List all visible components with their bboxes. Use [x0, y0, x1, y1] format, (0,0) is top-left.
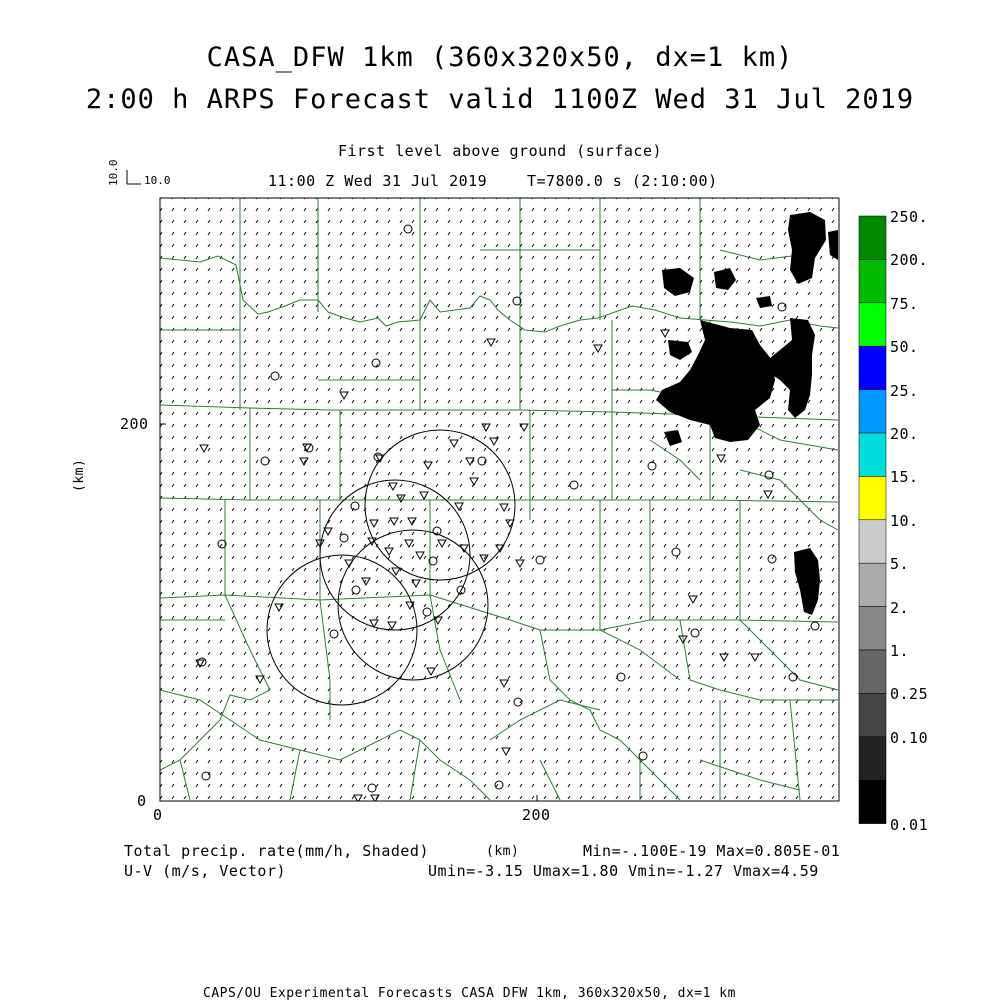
plot-area: [160, 198, 839, 802]
x-axis-unit: (km): [486, 844, 520, 859]
colorbar-level-label: 15.: [890, 468, 919, 487]
colorbar-level-label: 25.: [890, 381, 919, 400]
y-tick-0: 0: [137, 792, 147, 810]
x-tick-0: 0: [153, 806, 163, 824]
colorbar-level-label: 250.: [890, 208, 929, 226]
valid-time-label: 11:00 Z Wed 31 Jul 2019: [268, 172, 488, 190]
y-tick-200: 200: [120, 415, 149, 433]
colorbar-swatch: [859, 303, 886, 346]
colorbar-swatch: [859, 390, 886, 433]
colorbar-swatch: [859, 216, 886, 259]
minmax-label: Min=-.100E-19 Max=0.805E-01: [583, 842, 841, 860]
field-precip-label: Total precip. rate(mm/h, Shaded): [124, 842, 429, 860]
x-tick-200: 200: [522, 806, 551, 824]
credit-label: CAPS/OU Experimental Forecasts CASA DFW 1km, 360x320x50, dx=1 km: [203, 986, 736, 1000]
colorbar-level-label: 0.10: [890, 728, 929, 747]
title-line-2: 2:00 h ARPS Forecast valid 1100Z Wed 31 Jul 2019: [85, 84, 915, 115]
colorbar-level-label: 0.25: [890, 685, 929, 704]
colorbar-swatch: [859, 433, 886, 476]
colorbar-swatch: [859, 563, 886, 606]
field-wind-label: U-V (m/s, Vector): [124, 862, 287, 880]
vector-key-vertical-label: 10.0: [107, 159, 120, 186]
colorbar-level-label: 20.: [890, 425, 919, 443]
colorbar-swatch: [859, 737, 886, 780]
colorbar: [859, 216, 886, 824]
colorbar-level-label: 2.: [890, 598, 910, 617]
colorbar-swatch: [859, 650, 886, 693]
colorbar-level-label: 10.: [890, 511, 919, 530]
model-time-label: T=7800.0 s (2:10:00): [527, 172, 718, 190]
colorbar-level-label: 50.: [890, 338, 919, 357]
uv-minmax-label: Umin=-3.15 Umax=1.80 Vmin=-1.27 Vmax=4.59: [428, 862, 819, 880]
colorbar-swatch: [859, 520, 886, 563]
colorbar-swatch: [859, 607, 886, 650]
title-line-1: CASA_DFW 1km (360x320x50, dx=1 km): [206, 42, 794, 73]
colorbar-swatch: [859, 259, 886, 302]
colorbar-level-label: 0.01: [890, 815, 929, 834]
vector-key-horizontal-label: 10.0: [144, 174, 171, 187]
y-axis-unit: (km): [72, 458, 87, 492]
colorbar-swatch: [859, 780, 886, 823]
colorbar-level-label: 200.: [890, 251, 929, 270]
colorbar-swatch: [859, 476, 886, 519]
colorbar-level-label: 5.: [890, 555, 910, 574]
vector-key: [107, 160, 171, 188]
colorbar-level-label: 75.: [890, 294, 919, 313]
level-label: First level above ground (surface): [337, 142, 663, 160]
colorbar-swatch: [859, 693, 886, 736]
colorbar-swatch: [859, 346, 886, 389]
colorbar-level-label: 1.: [890, 642, 910, 660]
